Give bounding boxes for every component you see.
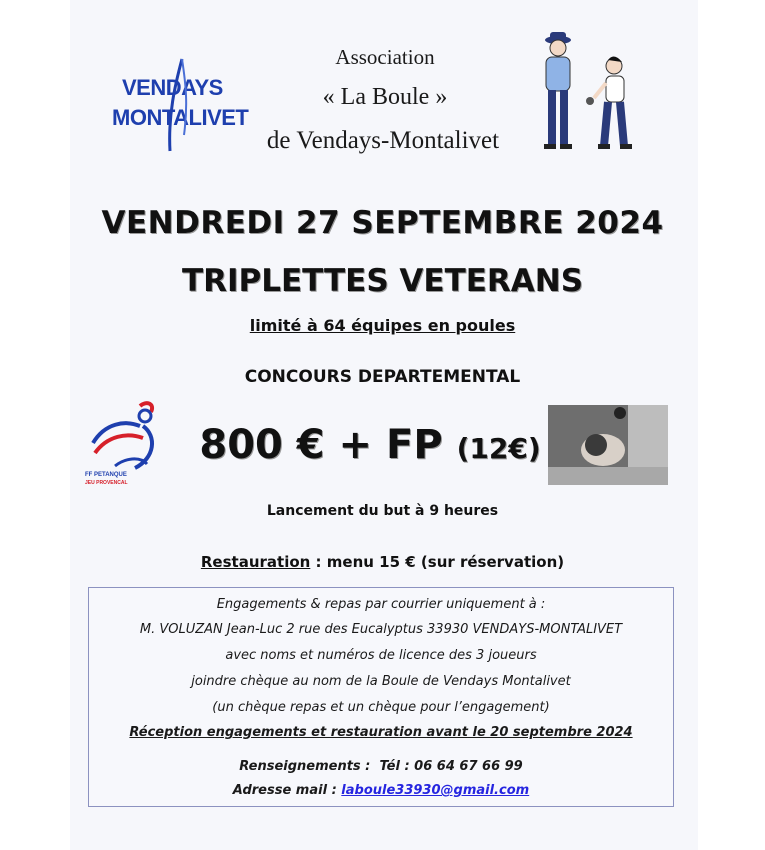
ff-petanque-logo (85, 398, 175, 493)
rooster-icon (85, 398, 175, 473)
info-box (88, 587, 674, 807)
ff-logo-line2: JEU PROVENCAL (85, 480, 128, 486)
prize-text: 800 € + FP (199, 422, 443, 468)
event-subtitle: limité à 64 équipes en poules (249, 316, 516, 335)
assoc-line-2: « La Boule » (322, 84, 448, 110)
restauration-line (0, 553, 765, 571)
logo-montalivet-text: MONTALIVET (112, 105, 249, 130)
concours-label: CONCOURS DEPARTEMENTAL (244, 367, 521, 387)
info-contact-line (89, 759, 673, 774)
phone-number: Tél : 06 64 67 66 99 (379, 759, 523, 774)
boule-photo-image (548, 405, 668, 485)
info-line-4: joindre chèque au nom de la Boule de Vendays Montalivet (191, 674, 571, 689)
ff-logo-line1: FF PETANQUE (85, 472, 127, 478)
logo-vendays-text: VENDAYS (122, 75, 223, 100)
info-line-1: Engagements & repas par courrier uniquement à : (216, 597, 546, 612)
assoc-line-1: Association (335, 45, 435, 69)
info-line-5: (un chèque repas et un chèque pour l’engagement) (212, 700, 550, 715)
vendays-montalivet-logo (110, 55, 249, 155)
renseignements-label: Renseignements : (239, 759, 371, 774)
boule-hand-photo (548, 405, 668, 485)
event-date-title: VENDREDI 27 SEPTEMBRE 2024 (101, 205, 664, 241)
info-line-3: avec noms et numéros de licence des 3 joueurs (225, 648, 537, 663)
restauration-label: Restauration (200, 553, 311, 571)
info-mail-line (89, 783, 673, 798)
mail-label: Adresse mail : (232, 783, 337, 798)
assoc-line-3: de Vendays-Montalivet (266, 127, 500, 154)
email-link[interactable]: laboule33930@gmail.com (341, 783, 530, 798)
petanque-players-illustration (528, 28, 648, 158)
restauration-text: : menu 15 € (sur réservation) (310, 553, 565, 571)
event-type-title: TRIPLETTES VETERANS (181, 263, 584, 299)
info-line-2: M. VOLUZAN Jean-Luc 2 rue des Eucalyptus 33930 VENDAYS-MONTALIVET (139, 622, 623, 637)
info-deadline: Réception engagements et restauration avant le 20 septembre 2024 (129, 725, 633, 740)
lancement-text: Lancement du but à 9 heures (266, 503, 499, 519)
prize-amount (180, 422, 560, 468)
prize-fee: (12€) (456, 432, 541, 465)
logo-swoosh-icon (150, 55, 200, 155)
